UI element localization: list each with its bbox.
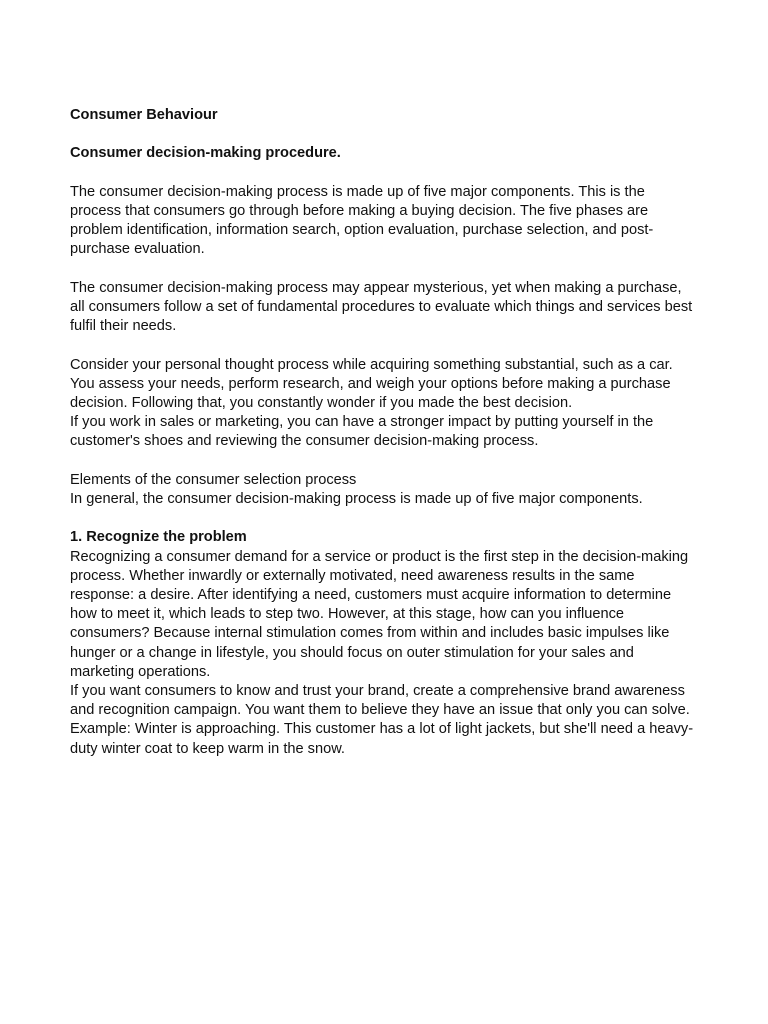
consider-block <box>70 356 695 452</box>
section-example: Example: Winter is approaching. This customer has a lot of light jackets, but she'll need a heavy-duty winter coat to keep warm in the snow. <box>70 721 694 757</box>
section-paragraph: If you want consumers to know and trust your brand, create a comprehensive brand awareness and recognition campaign. You want them to believe they have an issue that only you can solve. <box>70 683 690 719</box>
sales-paragraph: If you work in sales or marketing, you can have a stronger impact by putting yourself in the customer's shoes and reviewing the consumer decision-making process. <box>70 414 654 450</box>
mysterious-paragraph: The consumer decision-making process may appear mysterious, yet when making a purchase, all consumers follow a set of fundamental procedures to evaluate which things and services best fulfil their needs. <box>70 279 693 335</box>
document-title: Consumer Behaviour <box>70 107 218 123</box>
section-paragraph: Recognizing a consumer demand for a service or product is the first step in the decision-making process. Whether inwardly or externally motivated, need awareness results in the same response: a desire. After identifying a need, customers must acquire information to determine how to meet it, which leads to step two. However, at this stage, how can you influence consumers? Because internal stimulation comes from within and includes basic impulses like hunger or a change in lifestyle, you should focus on outer stimulation for your sales and marketing operations. <box>70 548 689 680</box>
section-recognize-problem <box>70 528 695 758</box>
document-body <box>70 106 695 778</box>
intro-paragraph: The consumer decision-making process is made up of five major components. This is the process that consumers go through before making a buying decision. The five phases are problem identification, information search, option evaluation, purchase selection, and post-purchase evaluation. <box>70 183 654 258</box>
elements-block <box>70 471 695 509</box>
elements-heading: Elements of the consumer selection process <box>70 471 357 488</box>
document-subtitle: Consumer decision-making procedure. <box>70 145 341 162</box>
elements-summary: In general, the consumer decision-making process is made up of five major components. <box>70 490 643 507</box>
section-heading: 1. Recognize the problem <box>70 529 247 546</box>
consider-paragraph: Consider your personal thought process while acquiring something substantial, such as a car. You assess your needs, perform research, and weigh your options before making a purchase decision. Following that, you constantly wonder if you made the best decision. <box>70 356 673 411</box>
